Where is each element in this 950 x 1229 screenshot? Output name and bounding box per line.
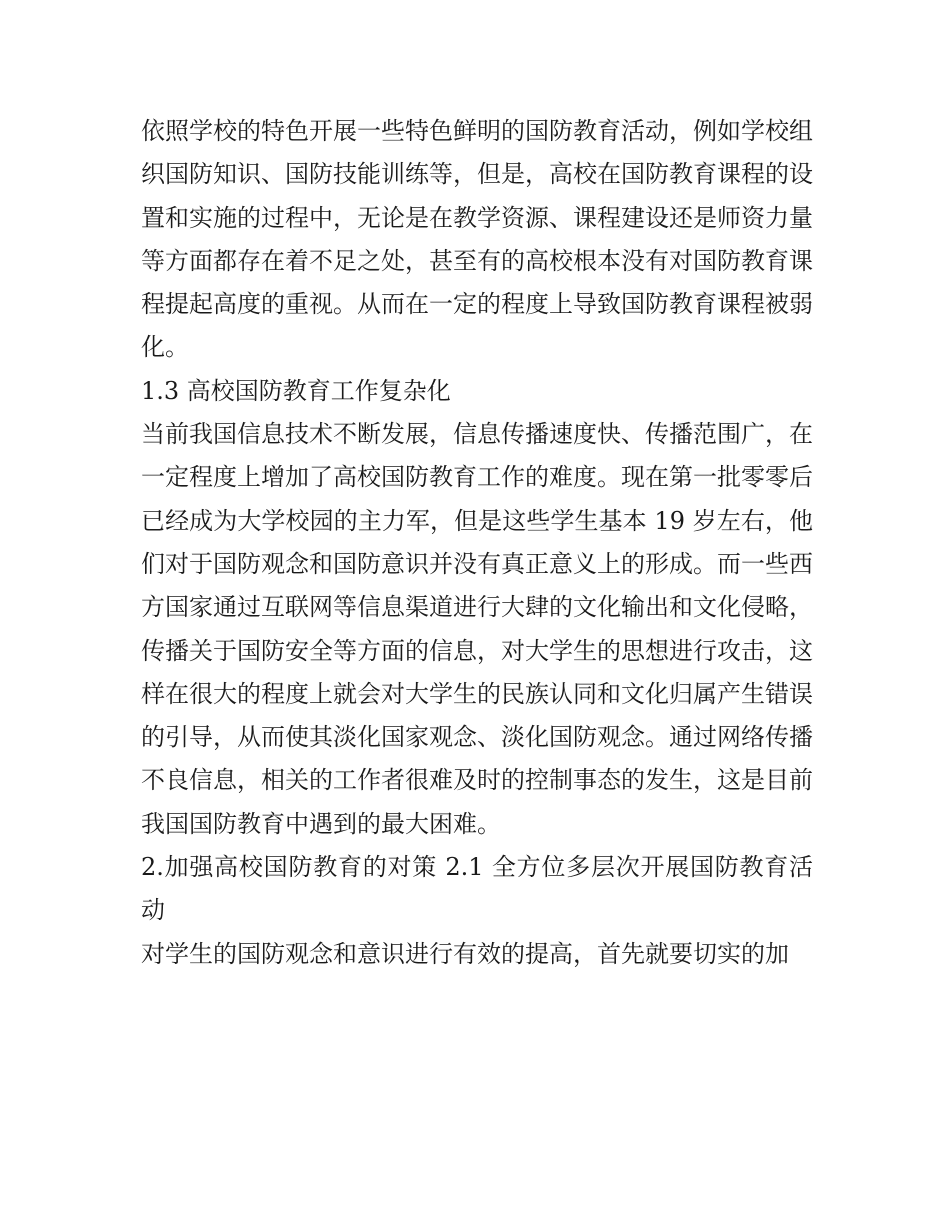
paragraph-section-2-1: 对学生的国防观念和意识进行有效的提高，首先就要切实的加	[141, 939, 789, 968]
document-body	[141, 110, 813, 976]
paragraph-continued: 依照学校的特色开展一些特色鲜明的国防教育活动，例如学校组织国防知识、国防技能训练等，但是，高校在国防教育课程的设置和实施的过程中，无论是在教学资源、课程建设还是师资力量等方面都存在着不足之处，甚至有的高校根本没有对国防教育课程提起高度的重视。从而在一定的程度上导致国防教育课程被弱化。	[141, 117, 813, 362]
paragraph-section-1-3: 当前我国信息技术不断发展，信息传播速度快、传播范围广，在一定程度上增加了高校国防教育工作的难度。现在第一批零零后已经成为大学校园的主力军，但是这些学生基本 19 岁左右，他们对于国防观念和国防意识并没有真正意义上的形成。而一些西方国家通过互联网等信息渠道进行大肆的文化输出和文化侵略，传播关于国防安全等方面的信息，对大学生的思想进行攻击，这样在很大的程度上就会对大学生的民族认同和文化归属产生错误的引导，从而使其淡化国家观念、淡化国防观念。通过网络传播不良信息，相关的工作者很难及时的控制事态的发生，这是目前我国国防教育中遇到的最大困难。	[141, 420, 813, 838]
section-heading-1-3: 1.3 高校国防教育工作复杂化	[141, 376, 451, 405]
section-heading-2: 2.加强高校国防教育的对策 2.1 全方位多层次开展国防教育活动	[141, 853, 813, 925]
